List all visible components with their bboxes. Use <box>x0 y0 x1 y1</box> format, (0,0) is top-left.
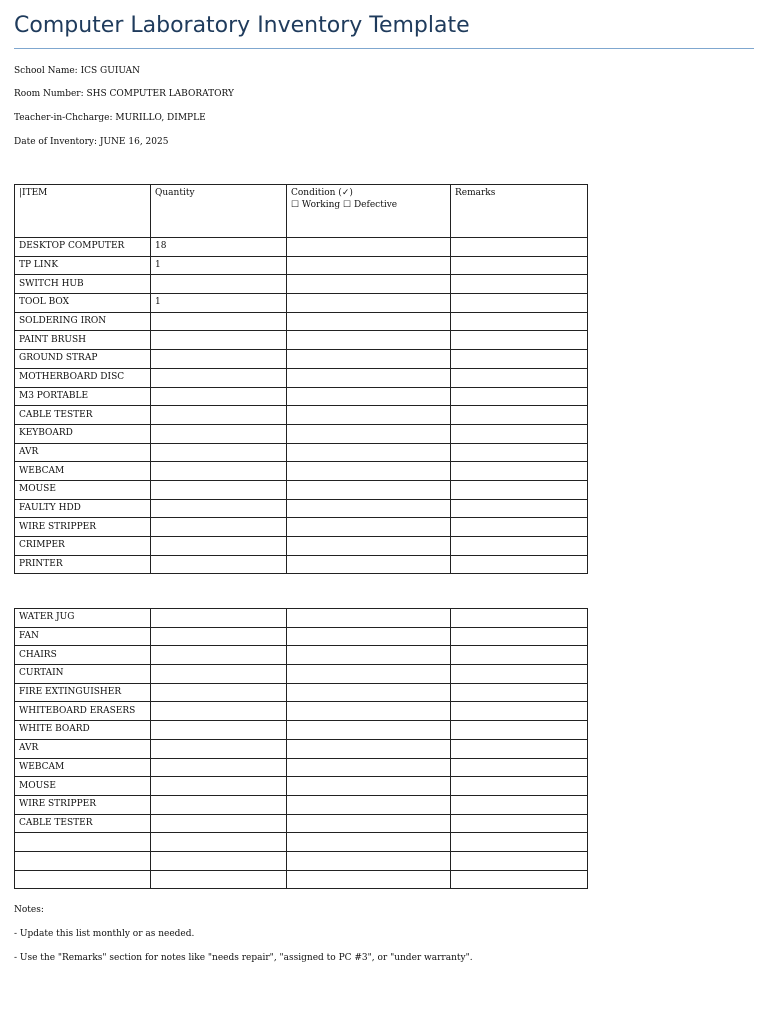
inventory-table-2 <box>14 608 588 889</box>
table-row <box>15 256 588 275</box>
condition-cell <box>287 350 451 369</box>
condition-header <box>287 185 451 238</box>
condition-cell <box>287 443 451 462</box>
item-cell: CRIMPER <box>15 537 151 556</box>
quantity-cell <box>151 721 287 740</box>
remarks-cell <box>451 795 588 814</box>
condition-cell <box>287 721 451 740</box>
quantity-cell: 1 <box>151 256 287 275</box>
remarks-cell <box>451 294 588 313</box>
table-row <box>15 387 588 406</box>
table-header-row <box>15 185 588 238</box>
condition-cell <box>287 814 451 833</box>
condition-cell <box>287 499 451 518</box>
item-cell: CABLE TESTER <box>15 814 151 833</box>
item-cell: CABLE TESTER <box>15 406 151 425</box>
item-cell: WEBCAM <box>15 462 151 481</box>
quantity-cell <box>151 537 287 556</box>
notes-line-2: - Use the "Remarks" section for notes like "needs repair", "assigned to PC #3", or "under warranty". <box>14 953 473 963</box>
quantity-cell: 1 <box>151 294 287 313</box>
remarks-cell <box>451 758 588 777</box>
remarks-cell <box>451 683 588 702</box>
quantity-cell <box>151 499 287 518</box>
condition-cell <box>287 777 451 796</box>
remarks-cell <box>451 275 588 294</box>
condition-cell <box>287 462 451 481</box>
table-row <box>15 537 588 556</box>
table-row <box>15 462 588 481</box>
item-cell: M3 PORTABLE <box>15 387 151 406</box>
remarks-cell <box>451 646 588 665</box>
title-underline <box>14 48 754 49</box>
condition-cell <box>287 256 451 275</box>
table-row <box>15 609 588 628</box>
item-cell: CHAIRS <box>15 646 151 665</box>
table-row <box>15 758 588 777</box>
item-cell: AVR <box>15 739 151 758</box>
condition-checkbox-options: ☐ Working ☐ Defective <box>291 200 398 211</box>
condition-cell <box>287 665 451 684</box>
condition-cell <box>287 555 451 574</box>
item-cell: WATER JUG <box>15 609 151 628</box>
condition-cell <box>287 683 451 702</box>
quantity-cell <box>151 795 287 814</box>
quantity-cell <box>151 609 287 628</box>
quantity-cell <box>151 833 287 852</box>
item-cell: KEYBOARD <box>15 424 151 443</box>
table-row <box>15 406 588 425</box>
document-title: Computer Laboratory Inventory Template <box>14 13 470 38</box>
quantity-cell <box>151 331 287 350</box>
quantity-cell <box>151 665 287 684</box>
condition-cell <box>287 646 451 665</box>
remarks-cell <box>451 312 588 331</box>
table-row <box>15 424 588 443</box>
table-row <box>15 646 588 665</box>
remarks-cell <box>451 739 588 758</box>
condition-cell <box>287 702 451 721</box>
notes-heading: Notes: <box>14 905 44 915</box>
condition-cell <box>287 238 451 257</box>
table-row <box>15 238 588 257</box>
quantity-cell <box>151 480 287 499</box>
quantity-cell <box>151 814 287 833</box>
remarks-cell <box>451 350 588 369</box>
quantity-cell <box>151 555 287 574</box>
item-cell: TOOL BOX <box>15 294 151 313</box>
room-number-field: Room Number: SHS COMPUTER LABORATORY <box>14 89 234 99</box>
item-cell: WHITEBOARD ERASERS <box>15 702 151 721</box>
condition-cell <box>287 368 451 387</box>
item-cell: TP LINK <box>15 256 151 275</box>
quantity-cell <box>151 462 287 481</box>
table-row <box>15 777 588 796</box>
remarks-cell <box>451 721 588 740</box>
quantity-cell <box>151 777 287 796</box>
table-row <box>15 518 588 537</box>
quantity-cell: 18 <box>151 238 287 257</box>
item-cell: SOLDERING IRON <box>15 312 151 331</box>
quantity-cell <box>151 443 287 462</box>
condition-cell <box>287 312 451 331</box>
table-row <box>15 627 588 646</box>
remarks-cell <box>451 462 588 481</box>
table-row <box>15 851 588 870</box>
condition-cell <box>287 275 451 294</box>
remarks-cell <box>451 406 588 425</box>
quantity-cell <box>151 683 287 702</box>
quantity-cell <box>151 758 287 777</box>
condition-cell <box>287 424 451 443</box>
remarks-cell <box>451 627 588 646</box>
table-row <box>15 480 588 499</box>
item-cell: WIRE STRIPPER <box>15 795 151 814</box>
quantity-cell <box>151 424 287 443</box>
item-cell: DESKTOP COMPUTER <box>15 238 151 257</box>
condition-cell <box>287 739 451 758</box>
quantity-cell <box>151 387 287 406</box>
remarks-cell <box>451 851 588 870</box>
table-row <box>15 368 588 387</box>
remarks-cell <box>451 518 588 537</box>
table-row <box>15 331 588 350</box>
table-row <box>15 702 588 721</box>
remarks-cell <box>451 537 588 556</box>
quantity-cell <box>151 406 287 425</box>
table-row <box>15 275 588 294</box>
item-cell: FAULTY HDD <box>15 499 151 518</box>
condition-cell <box>287 406 451 425</box>
remarks-cell <box>451 480 588 499</box>
table-row <box>15 870 588 889</box>
remarks-cell <box>451 555 588 574</box>
notes-line-1: - Update this list monthly or as needed. <box>14 929 195 939</box>
table-row <box>15 665 588 684</box>
quantity-cell <box>151 646 287 665</box>
table-row <box>15 294 588 313</box>
item-cell <box>15 870 151 889</box>
quantity-cell <box>151 312 287 331</box>
school-name-field: School Name: ICS GUIUAN <box>14 66 141 76</box>
quantity-cell <box>151 702 287 721</box>
item-cell: CURTAIN <box>15 665 151 684</box>
table-row <box>15 833 588 852</box>
quantity-cell <box>151 368 287 387</box>
remarks-cell <box>451 443 588 462</box>
remarks-cell <box>451 814 588 833</box>
quantity-cell <box>151 851 287 870</box>
remarks-cell <box>451 256 588 275</box>
item-cell: PRINTER <box>15 555 151 574</box>
item-cell: FIRE EXTINGUISHER <box>15 683 151 702</box>
table-row <box>15 350 588 369</box>
quantity-header: Quantity <box>151 185 287 238</box>
item-cell: GROUND STRAP <box>15 350 151 369</box>
condition-cell <box>287 294 451 313</box>
condition-cell <box>287 609 451 628</box>
quantity-cell <box>151 627 287 646</box>
item-cell: MOUSE <box>15 777 151 796</box>
table-row <box>15 443 588 462</box>
quantity-cell <box>151 870 287 889</box>
condition-cell <box>287 833 451 852</box>
table-row <box>15 721 588 740</box>
remarks-cell <box>451 331 588 350</box>
condition-cell <box>287 627 451 646</box>
condition-header-label: Condition (✓) <box>291 188 353 198</box>
item-cell: PAINT BRUSH <box>15 331 151 350</box>
item-cell: FAN <box>15 627 151 646</box>
quantity-cell <box>151 518 287 537</box>
quantity-cell <box>151 275 287 294</box>
remarks-cell <box>451 833 588 852</box>
condition-cell <box>287 758 451 777</box>
remarks-cell <box>451 870 588 889</box>
remarks-cell <box>451 609 588 628</box>
table-row <box>15 739 588 758</box>
remarks-header: Remarks <box>451 185 588 238</box>
item-cell: MOUSE <box>15 480 151 499</box>
item-cell: WEBCAM <box>15 758 151 777</box>
condition-cell <box>287 795 451 814</box>
table-row <box>15 814 588 833</box>
table-row <box>15 683 588 702</box>
inventory-table-2-body <box>15 609 588 889</box>
item-cell: MOTHERBOARD DISC <box>15 368 151 387</box>
condition-cell <box>287 870 451 889</box>
condition-cell <box>287 537 451 556</box>
table-row <box>15 312 588 331</box>
inventory-table-1-body <box>15 238 588 574</box>
item-cell: AVR <box>15 443 151 462</box>
condition-cell <box>287 851 451 870</box>
item-cell: WHITE BOARD <box>15 721 151 740</box>
condition-cell <box>287 387 451 406</box>
item-cell <box>15 833 151 852</box>
table-row <box>15 555 588 574</box>
remarks-cell <box>451 777 588 796</box>
item-header: |ITEM <box>15 185 151 238</box>
inventory-date-field: Date of Inventory: JUNE 16, 2025 <box>14 137 169 147</box>
teacher-field: Teacher-in-Chcharge: MURILLO, DIMPLE <box>14 113 206 123</box>
remarks-cell <box>451 238 588 257</box>
inventory-table-1 <box>14 184 588 574</box>
condition-cell <box>287 480 451 499</box>
condition-cell <box>287 331 451 350</box>
remarks-cell <box>451 499 588 518</box>
item-cell: SWITCH HUB <box>15 275 151 294</box>
remarks-cell <box>451 702 588 721</box>
remarks-cell <box>451 665 588 684</box>
item-cell: WIRE STRIPPER <box>15 518 151 537</box>
condition-cell <box>287 518 451 537</box>
remarks-cell <box>451 387 588 406</box>
table-row <box>15 795 588 814</box>
item-cell <box>15 851 151 870</box>
quantity-cell <box>151 350 287 369</box>
table-row <box>15 499 588 518</box>
quantity-cell <box>151 739 287 758</box>
remarks-cell <box>451 424 588 443</box>
remarks-cell <box>451 368 588 387</box>
